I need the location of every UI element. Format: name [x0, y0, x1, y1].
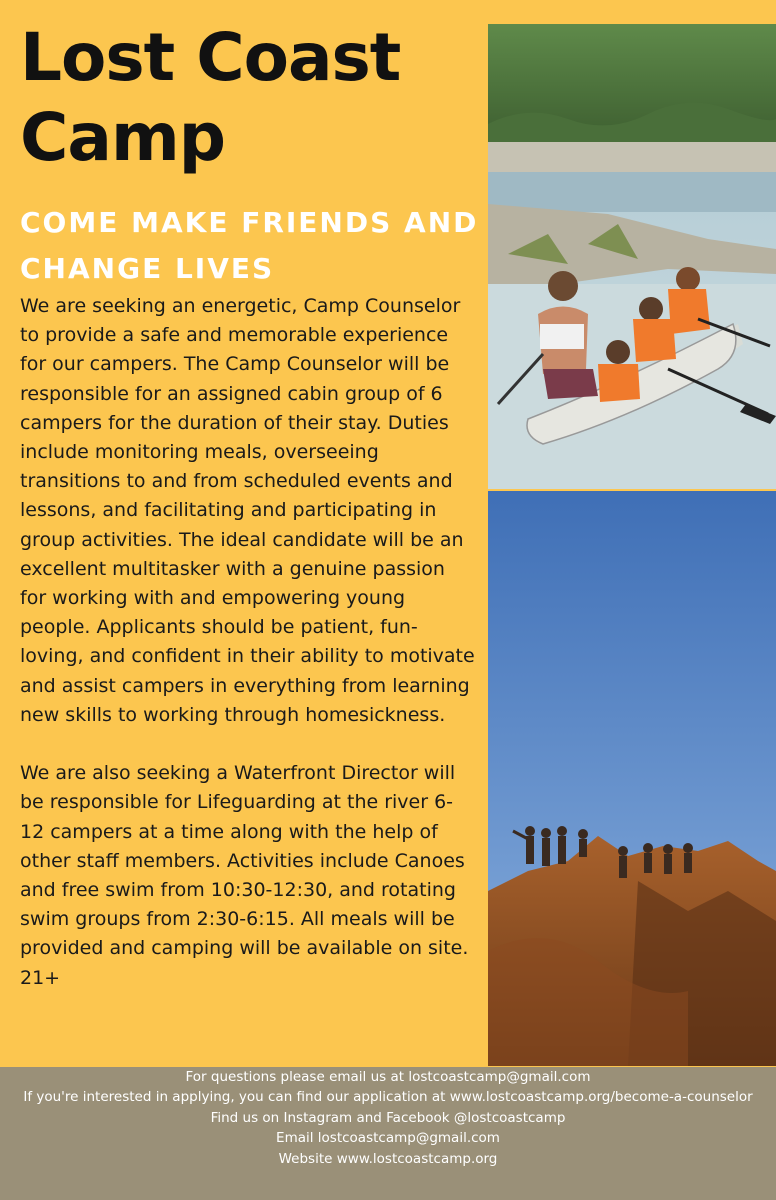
body-text [20, 292, 475, 993]
footer-questions: For questions please email us at lostcoastcamp@gmail.com [185, 1069, 591, 1085]
contact-footer [0, 1067, 776, 1200]
footer-application: If you're interested in applying, you can find our application at www.lostcoastcamp.org/become-a-counselor [23, 1089, 753, 1106]
waterfront-paragraph: We are also seeking a Waterfront Director will be responsible for Lifeguarding at the river 6-12 campers at a time along with the help of other staff members. Activities include Canoes and free swim from 10:30-12:30, and rotating swim groups from 2:30-6:15. All meals will be provided and camping will be available on site. 21+ [20, 762, 469, 989]
group-on-hilltop-photo [488, 491, 776, 1066]
canoe-on-river-photo [488, 24, 776, 489]
page-subtitle: COME MAKE FRIENDS AND CHANGE LIVES [20, 206, 479, 285]
page-title: Lost Coast Camp [20, 19, 401, 176]
footer-website: Website www.lostcoastcamp.org [278, 1150, 498, 1167]
footer-email: Email lostcoastcamp@gmail.com [276, 1130, 500, 1147]
footer-social: Find us on Instagram and Facebook @lostcoastcamp [210, 1109, 566, 1126]
counselor-paragraph: We are seeking an energetic, Camp Counselor to provide a safe and memorable experience for our campers. The Camp Counselor will be responsible for an assigned cabin group of 6 campers for the duration of their stay. Duties include monitoring meals, overseeing transitions to and from scheduled events and lessons, and facilitating and participating in group activities. The ideal candidate will be an excellent multitasker with a genuine passion for working with and empowering young people. Applicants should be patient, fun-loving, and confident in their ability to motivate and assist campers in everything from learning new skills to working through homesickness. [20, 295, 475, 726]
